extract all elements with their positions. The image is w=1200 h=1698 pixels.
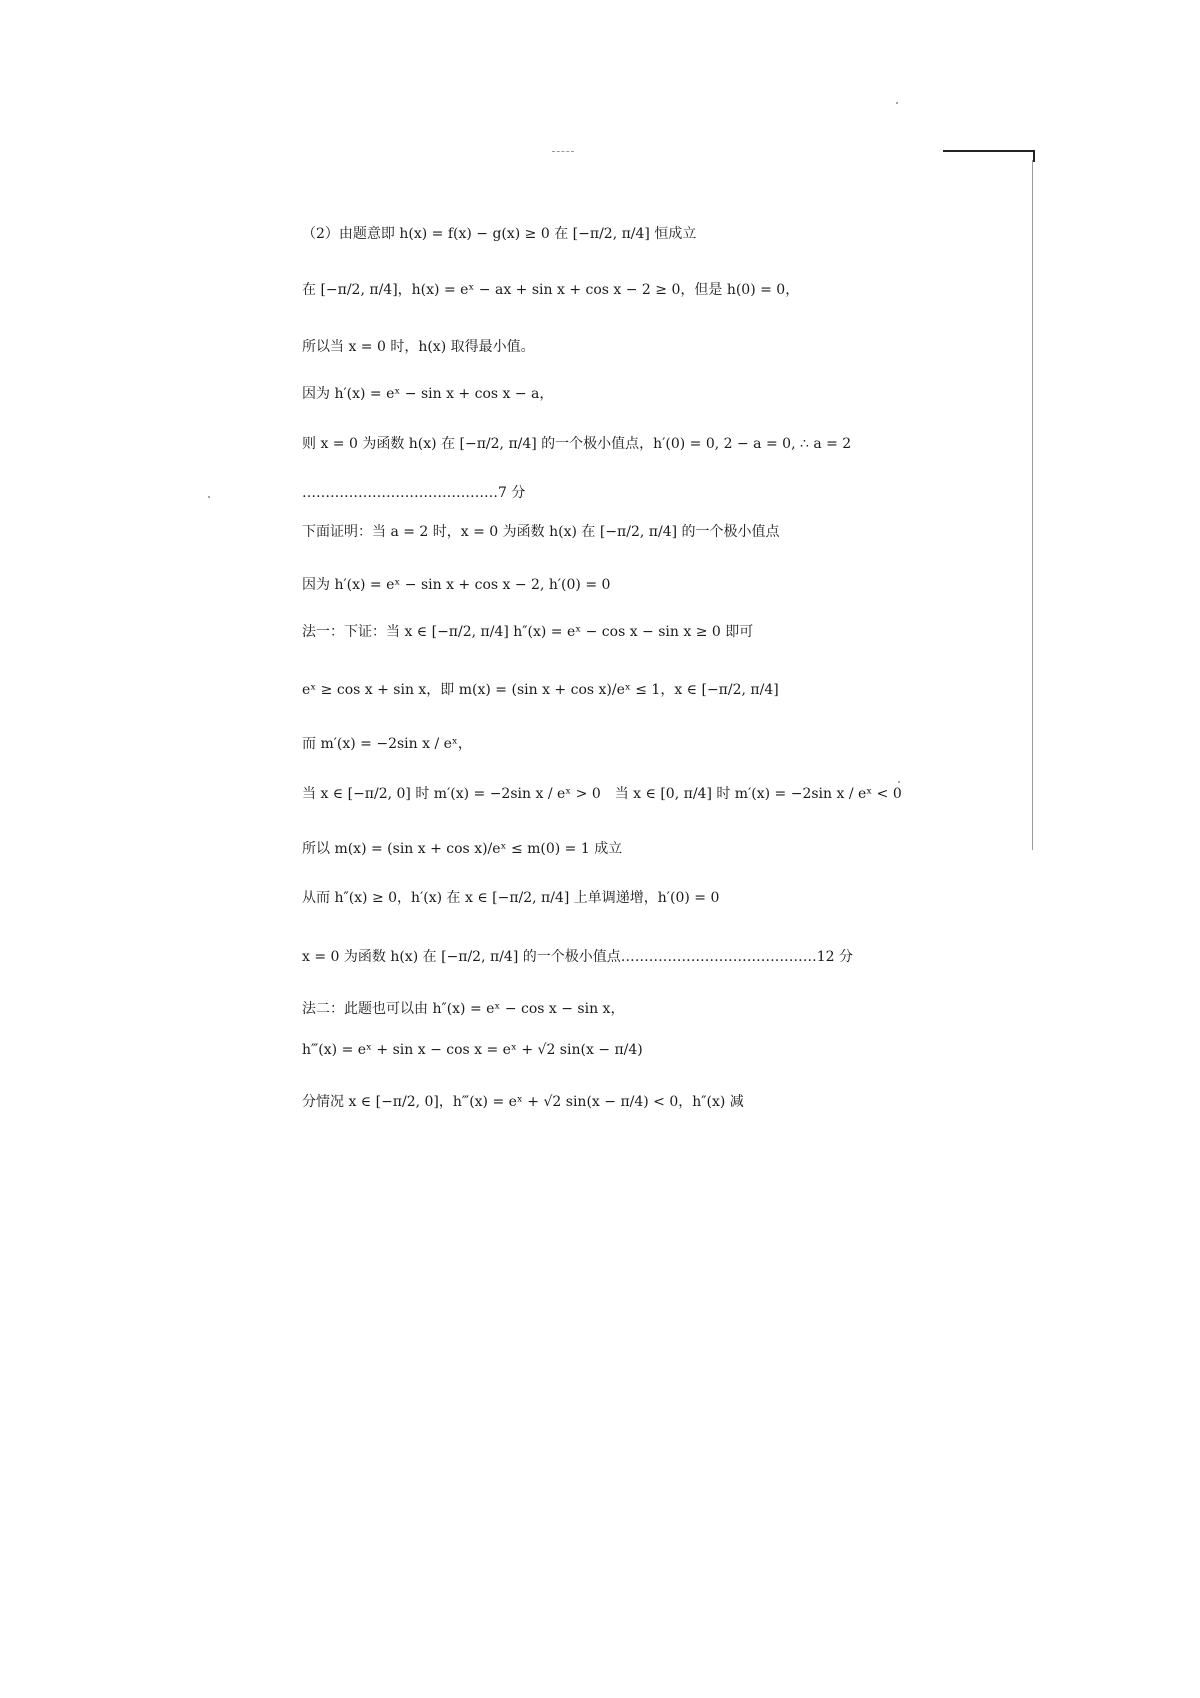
solution-line-14: 从而 h″(x) ≥ 0，h′(x) 在 x ∈ [−π/2, π/4] 上单调递增，h′(0) = 0 (302, 890, 720, 906)
solution-line-12: 当 x ∈ [−π/2, 0] 时 m′(x) = −2sin x / eˣ > 0 当 x ∈ [0, π/4] 时 m′(x) = −2sin x / eˣ < 0 (302, 786, 902, 802)
solution-line-17: h‴(x) = eˣ + sin x − cos x = eˣ + √2 sin(x − π/4) (302, 1042, 643, 1058)
solution-line-13: 所以 m(x) = (sin x + cos x)/eˣ ≤ m(0) = 1 成立 (302, 841, 623, 857)
solution-line-2: 在 [−π/2, π/4]，h(x) = eˣ − ax + sin x + cos x − 2 ≥ 0，但是 h(0) = 0， (302, 282, 800, 298)
method-one-line: 法一：下证：当 x ∈ [−π/2, π/4] h″(x) = eˣ − cos x − sin x ≥ 0 即可 (302, 624, 754, 640)
solution-line-5: 则 x = 0 为函数 h(x) 在 [−π/2, π/4] 的一个极小值点，h′(0) = 0, 2 − a = 0, ∴ a = 2 (302, 436, 852, 452)
solution-line-18: 分情况 x ∈ [−π/2, 0]，h‴(x) = eˣ + √2 sin(x − π/4) < 0，h″(x) 减 (302, 1094, 744, 1110)
solution-line-8: 因为 h′(x) = eˣ − sin x + cos x − 2, h′(0) = 0 (302, 577, 611, 593)
solution-line-3: 所以当 x = 0 时，h(x) 取得最小值。 (302, 339, 535, 355)
scan-speck (898, 781, 900, 783)
scan-speck (896, 102, 898, 104)
scan-mark (552, 151, 574, 153)
method-two-line: 法二：此题也可以由 h″(x) = eˣ − cos x − sin x， (302, 1001, 625, 1017)
solution-line-4: 因为 h′(x) = eˣ − sin x + cos x − a， (302, 386, 554, 402)
solution-line-15: x = 0 为函数 h(x) 在 [−π/2, π/4] 的一个极小值点……………………………………12 分 (302, 949, 853, 965)
scan-page-edge-line (1032, 160, 1033, 850)
solution-line-7: 下面证明：当 a = 2 时，x = 0 为函数 h(x) 在 [−π/2, π/4] 的一个极小值点 (302, 524, 780, 540)
solution-line-10: eˣ ≥ cos x + sin x，即 m(x) = (sin x + cos x)/eˣ ≤ 1，x ∈ [−π/2, π/4] (302, 682, 779, 698)
score-marker-7: ……………………………………7 分 (302, 485, 526, 501)
solution-line-1: （2）由题意即 h(x) = f(x) − g(x) ≥ 0 在 [−π/2, π/4] 恒成立 (302, 226, 697, 242)
solution-line-11: 而 m′(x) = −2sin x / eˣ， (302, 736, 472, 752)
scan-speck (208, 496, 210, 498)
scan-page-edge (943, 150, 1035, 162)
